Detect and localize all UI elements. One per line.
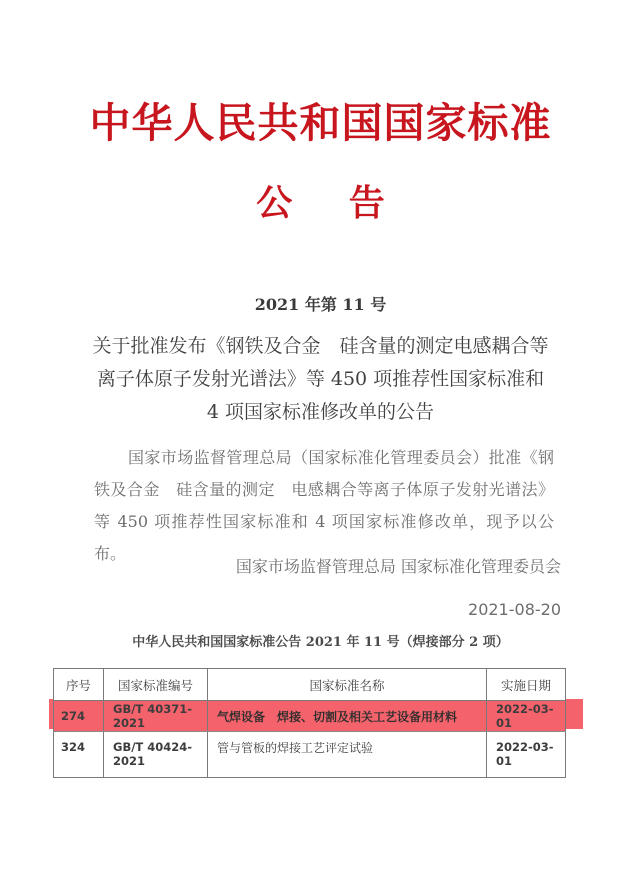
- issuing-authority: 国家市场监督管理总局 国家标准化管理委员会: [235, 557, 561, 576]
- table-caption: 中华人民共和国国家标准公告 2021 年 11 号（焊接部分 2 项）: [132, 635, 509, 650]
- masthead: [0, 96, 641, 226]
- column-header-seq: 序号: [54, 669, 104, 701]
- issue-date: 2021-08-20: [468, 600, 561, 619]
- cell-standard-code: GB/T 40371-2021: [104, 701, 208, 732]
- announcement-body: 国家市场监督管理总局（国家标准化管理委员会）批准《钢铁及合金 硅含量的测定 电感耦合等离子体原子发射光谱法》等 450 项推荐性国家标准和 4 项国家标准修改单，现予以公布。: [94, 448, 554, 563]
- highlight-bleed-right: [565, 699, 583, 729]
- announcement-headline: 关于批准发布《钢铁及合金 硅含量的测定电感耦合等离子体原子发射光谱法》等 450 项推荐性国家标准和 4 项国家标准修改单的公告: [92, 335, 549, 423]
- standards-table: [53, 668, 566, 778]
- cell-standard-name: 管与管板的焊接工艺评定试验: [208, 732, 487, 778]
- cell-sequence: 274: [54, 701, 104, 732]
- table-header: [54, 669, 566, 701]
- issue-number: 2021 年第 11 号: [254, 295, 387, 314]
- column-header-date: 实施日期: [487, 669, 566, 701]
- table-row: [54, 701, 566, 732]
- standards-table-container: [53, 668, 565, 778]
- table-header-row: [54, 669, 566, 701]
- cell-effective-date: 2022-03-01: [487, 701, 566, 732]
- cell-effective-date: 2022-03-01: [487, 732, 566, 778]
- table-row: [54, 732, 566, 778]
- page-title: 中华人民共和国国家标准: [89, 99, 552, 147]
- cell-standard-name: 气焊设备 焊接、切割及相关工艺设备用材料: [208, 701, 487, 732]
- cell-standard-code: GB/T 40424-2021: [104, 732, 208, 778]
- page-subtitle: 公 告: [256, 182, 407, 224]
- column-header-name: 国家标准名称: [208, 669, 487, 701]
- cell-sequence: 324: [54, 732, 104, 778]
- column-header-code: 国家标准编号: [104, 669, 208, 701]
- table-body: [54, 701, 566, 778]
